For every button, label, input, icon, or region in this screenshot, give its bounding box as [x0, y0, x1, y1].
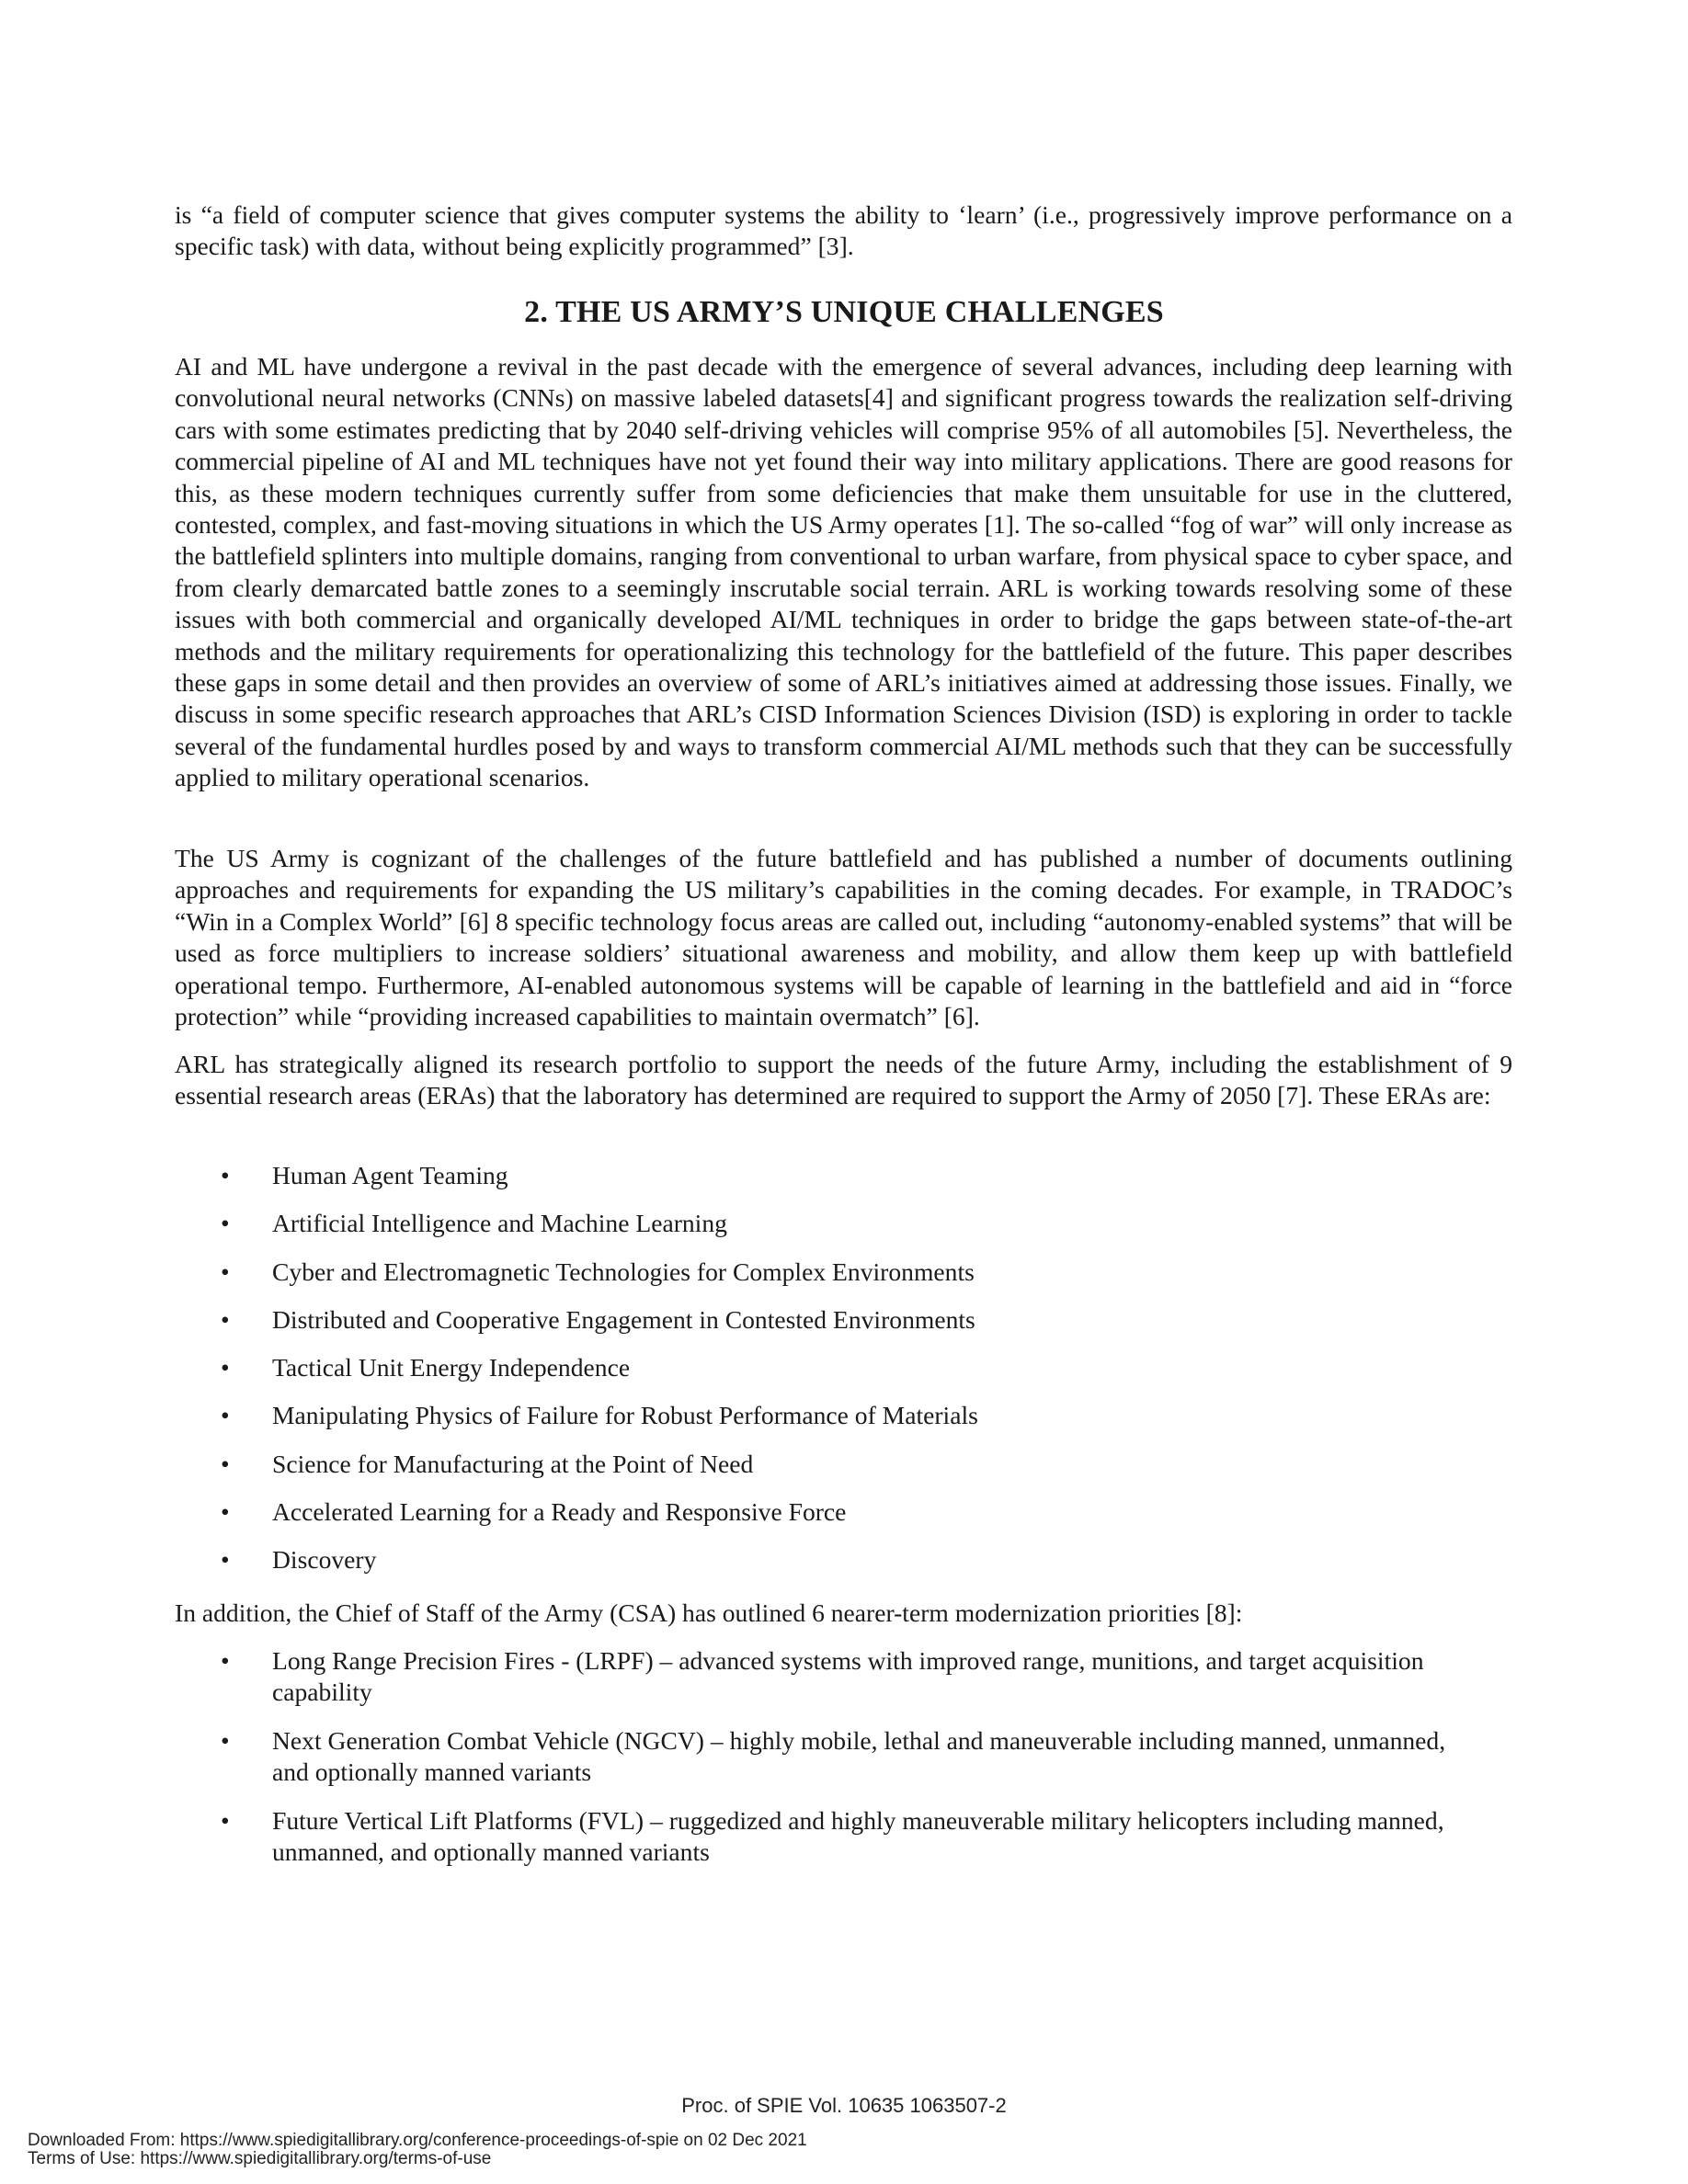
- priority-list: [213, 1645, 1454, 1884]
- bullet-icon: •: [221, 1353, 230, 1382]
- bullet-icon: •: [221, 1545, 230, 1575]
- intro-paragraph: [175, 199, 1512, 263]
- list-item-text: Cyber and Electromagnetic Technologies for Complex Environments: [272, 1257, 975, 1286]
- body-paragraph-4: [175, 1598, 1512, 1629]
- list-item-text: Human Agent Teaming: [272, 1161, 508, 1189]
- list-item-text: Distributed and Cooperative Engagement in Contested Environments: [272, 1304, 975, 1334]
- bullet-icon: •: [221, 1449, 230, 1478]
- bullet-icon: •: [221, 1257, 230, 1286]
- era-list: [213, 1160, 1454, 1593]
- list-item: [213, 1400, 1454, 1448]
- intro-text: is “a field of computer science that gives computer systems the ability to ‘learn’ (i.e., progressively improve performance on a specific task) with data, without being explicitly programmed” [3].: [175, 200, 1512, 261]
- list-item-text: Artificial Intelligence and Machine Learning: [272, 1209, 727, 1238]
- list-item-text: Science for Manufacturing at the Point of Need: [272, 1449, 754, 1478]
- paragraph-text: ARL has strategically aligned its research portfolio to support the needs of the future Army, including the establishment of 9 essential research areas (ERAs) that the laboratory has determined are required to support the Army of 2050 [7]. These ERAs are:: [175, 1050, 1512, 1110]
- list-item: [213, 1645, 1454, 1709]
- body-paragraph-3: [175, 1049, 1512, 1112]
- bullet-icon: •: [221, 1209, 230, 1238]
- list-item: [213, 1257, 1454, 1304]
- bullet-icon: •: [221, 1725, 230, 1755]
- bullet-icon: •: [221, 1304, 230, 1334]
- list-item-text: Discovery: [272, 1545, 377, 1575]
- list-item: [213, 1352, 1454, 1400]
- list-item: [213, 1544, 1454, 1592]
- list-item: [213, 1304, 1454, 1352]
- list-item: [213, 1805, 1454, 1869]
- list-item: [213, 1496, 1454, 1544]
- download-notice: Downloaded From: https://www.spiedigitallibrary.org/conference-proceedings-of-spie on 02 Dec 2021: [28, 2131, 807, 2150]
- paragraph-text: AI and ML have undergone a revival in the past decade with the emergence of several advances, including deep learning with convolutional neural networks (CNNs) on massive labeled datasets[4] and significant progress towards the realization self-driving cars with some estimates predicting that by 2040 self-driving vehicles will comprise 95% of all automobiles [5]. Nevertheless, the commercial pipeline of AI and ML techniques have not yet found their way into military applications. There are good reasons for this, as these modern techniques currently suffer from some deficiencies that make them unsuitable for use in the cluttered, contested, complex, and fast-moving situations in which the US Army operates [1]. The so-called “fog of war” will only increase as the battlefield splinters into multiple domains, ranging from conventional to urban warfare, from physical space to cyber space, and from clearly demarcated battle zones to a seemingly inscrutable social terrain. ARL is working towards resolving some of these issues with both commercial and organically developed AI/ML techniques in order to bridge the gaps between state-of-the-art methods and the military requirements for operationalizing this technology for the battlefield of the future. This paper describes these gaps in some detail and then provides an overview of some of ARL’s initiatives aimed at addressing those issues. Finally, we discuss in some specific research approaches that ARL’s CISD Information Sciences Division (ISD) is exploring in order to tackle several of the fundamental hurdles posed by and ways to transform commercial AI/ML methods such that they can be successfully applied to military operational scenarios.: [175, 352, 1512, 792]
- list-item-text: Manipulating Physics of Failure for Robust Performance of Materials: [272, 1401, 978, 1430]
- body-paragraph-2: [175, 843, 1512, 1032]
- bullet-icon: •: [221, 1646, 230, 1675]
- terms-of-use-notice: Terms of Use: https://www.spiedigitallibrary.org/terms-of-use: [28, 2149, 492, 2168]
- list-item-text: Tactical Unit Energy Independence: [272, 1353, 631, 1382]
- list-item: [213, 1449, 1454, 1496]
- list-item-text: Next Generation Combat Vehicle (NGCV) – highly mobile, lethal and maneuverable including manned, unmanned, and optionally manned variants: [272, 1725, 1446, 1787]
- proceedings-footer: Proc. of SPIE Vol. 10635 1063507-2: [681, 2094, 1007, 2117]
- bullet-icon: •: [221, 1805, 230, 1835]
- list-item-text: Accelerated Learning for a Ready and Responsive Force: [272, 1497, 847, 1527]
- list-item: [213, 1160, 1454, 1208]
- bullet-icon: •: [221, 1497, 230, 1527]
- list-item: [213, 1725, 1454, 1789]
- list-item: [213, 1208, 1454, 1256]
- list-item-text: Future Vertical Lift Platforms (FVL) – ruggedized and highly maneuverable military helicopters including manned, unmanned, and optionally manned variants: [272, 1805, 1444, 1867]
- paragraph-text: In addition, the Chief of Staff of the Army (CSA) has outlined 6 nearer-term modernization priorities [8]:: [175, 1598, 1243, 1627]
- body-paragraph-1: [175, 351, 1512, 794]
- bullet-icon: •: [221, 1161, 230, 1189]
- list-item-text: Long Range Precision Fires - (LRPF) – advanced systems with improved range, munitions, and target acquisition capability: [272, 1646, 1424, 1707]
- paragraph-text: The US Army is cognizant of the challenges of the future battlefield and has published a number of documents outlining approaches and requirements for expanding the US military’s capabilities in the coming decades. For example, in TRADOC’s “Win in a Complex World” [6] 8 specific technology focus areas are called out, including “autonomy-enabled systems” that will be used as force multipliers to increase soldiers’ situational awareness and mobility, and allow them keep up with battlefield operational tempo. Furthermore, AI-enabled autonomous systems will be capable of learning in the battlefield and aid in “force protection” while “providing increased capabilities to maintain overmatch” [6].: [175, 844, 1512, 1031]
- bullet-icon: •: [221, 1401, 230, 1430]
- section-heading: 2. THE US ARMY’S UNIQUE CHALLENGES: [524, 295, 1164, 329]
